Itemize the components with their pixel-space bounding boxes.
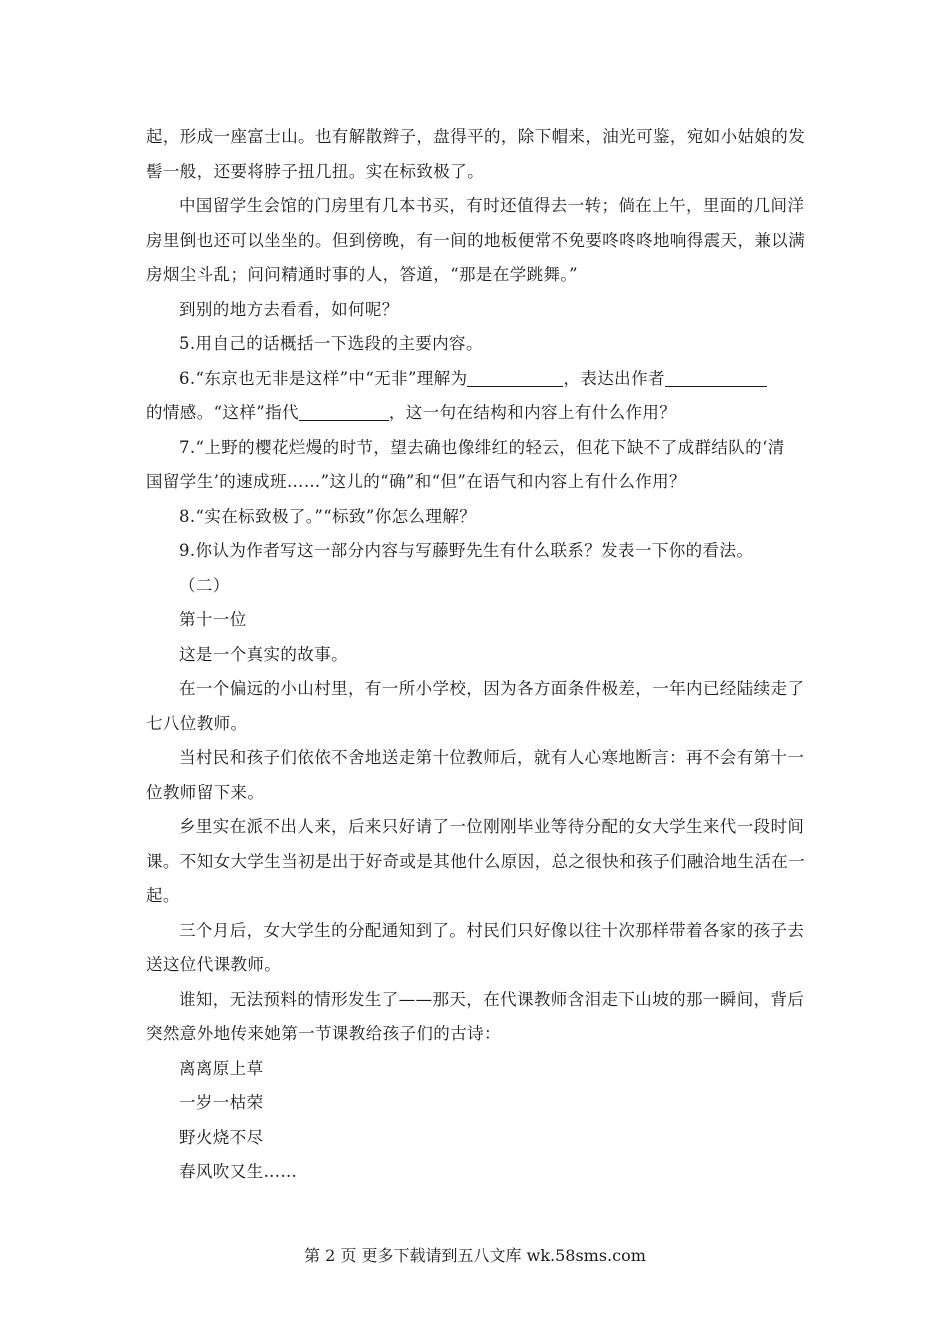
text-line: 起。 [146,886,180,905]
question-6-text: 的情感。“这样”指代 [146,403,299,422]
page-footer: 第 2 页 更多下载请到五八文库 wk.58sms.com [304,1246,646,1265]
text-line: 乡里实在派不出人来，后来只好请了一位刚刚毕业等待分配的女大学生来代一段时间 [179,817,805,836]
text-line: （二） [179,575,230,595]
text-line: 中国留学生会馆的门房里有几本书买，有时还值得去一转；倘在上午，里面的几间洋 [179,196,805,215]
text-line: 送这位代课教师。 [146,955,282,974]
text-line: 谁知，无法预料的情形发生了——那天，在代课教师含泪走下山坡的那一瞬间，背后 [179,989,805,1009]
text-line: 9.你认为作者写这一部分内容与写藤野先生有什么联系？发表一下你的看法。 [179,541,754,560]
text-line: 房烟尘斗乱；问问精通时事的人，答道，“那是在学跳舞。” [146,265,578,284]
answer-blank[interactable] [299,402,389,421]
answer-blank[interactable] [467,368,563,387]
question-6-line-1 [146,362,802,397]
question-6-text: 6.“东京也无非是这样”中“无非”理解为 [179,368,468,388]
text-line: 突然意外地传来她第一节课教给孩子们的古诗： [146,1024,501,1043]
text-line: 春风吹又生…… [179,1162,298,1181]
text-line: 离离原上草 [179,1058,264,1078]
text-line: 第十一位 [179,610,247,629]
text-line: 7.“上野的樱花烂熳的时节，望去确也像绯红的轻云，但花下缺不了成群结队的‘清 [179,437,785,457]
text-block-1 [146,120,806,362]
text-line: 当村民和孩子们依依不舍地送走第十位教师后，就有人心寒地断言：再不会有第十一 [179,748,805,767]
text-line: 8.“实在标致极了。”“标致”你怎么理解？ [179,506,477,526]
text-line: 在一个偏远的小山村里，有一所小学校，因为各方面条件极差，一年内已经陆续走了 [179,679,805,698]
text-line: 一岁一枯荣 [179,1093,264,1112]
text-line: 国留学生’的速成班……”这儿的“确”和“但”在语气和内容上有什么作用？ [146,472,686,491]
text-line: 七八位教师。 [146,713,248,733]
question-6-text: ，这一句在结构和内容上有什么作用？ [388,403,677,422]
text-block-2 [146,431,806,1190]
text-line: 三个月后，女大学生的分配通知到了。村民们只好像以往十次那样带着各家的孩子去 [179,920,805,940]
question-6-text: ，表达出作者 [563,368,665,388]
text-line: 课。不知女大学生当初是出于好奇或是其他什么原因，总之很快和孩子们融洽地生活在一 [146,851,806,871]
question-6-line-2 [146,396,802,431]
text-line: 5.用自己的话概括一下选段的主要内容。 [179,334,483,353]
text-line: 髻一般，还要将脖子扭几扭。实在标致极了。 [146,161,484,181]
text-line: 位教师留下来。 [146,782,265,802]
answer-blank[interactable] [665,368,767,387]
text-line: 起，形成一座富士山。也有解散辫子，盘得平的，除下帽来，油光可鉴，宛如小姑娘的发 [146,127,806,146]
text-line: 到别的地方去看看，如何呢？ [179,299,399,319]
text-line: 野火烧不尽 [179,1127,264,1147]
document-body [146,120,806,1190]
text-line: 房里倒也还可以坐坐的。但到傍晚，有一间的地板便常不免要咚咚咚地响得震天，兼以满 [146,230,806,250]
text-line: 这是一个真实的故事。 [179,644,348,664]
